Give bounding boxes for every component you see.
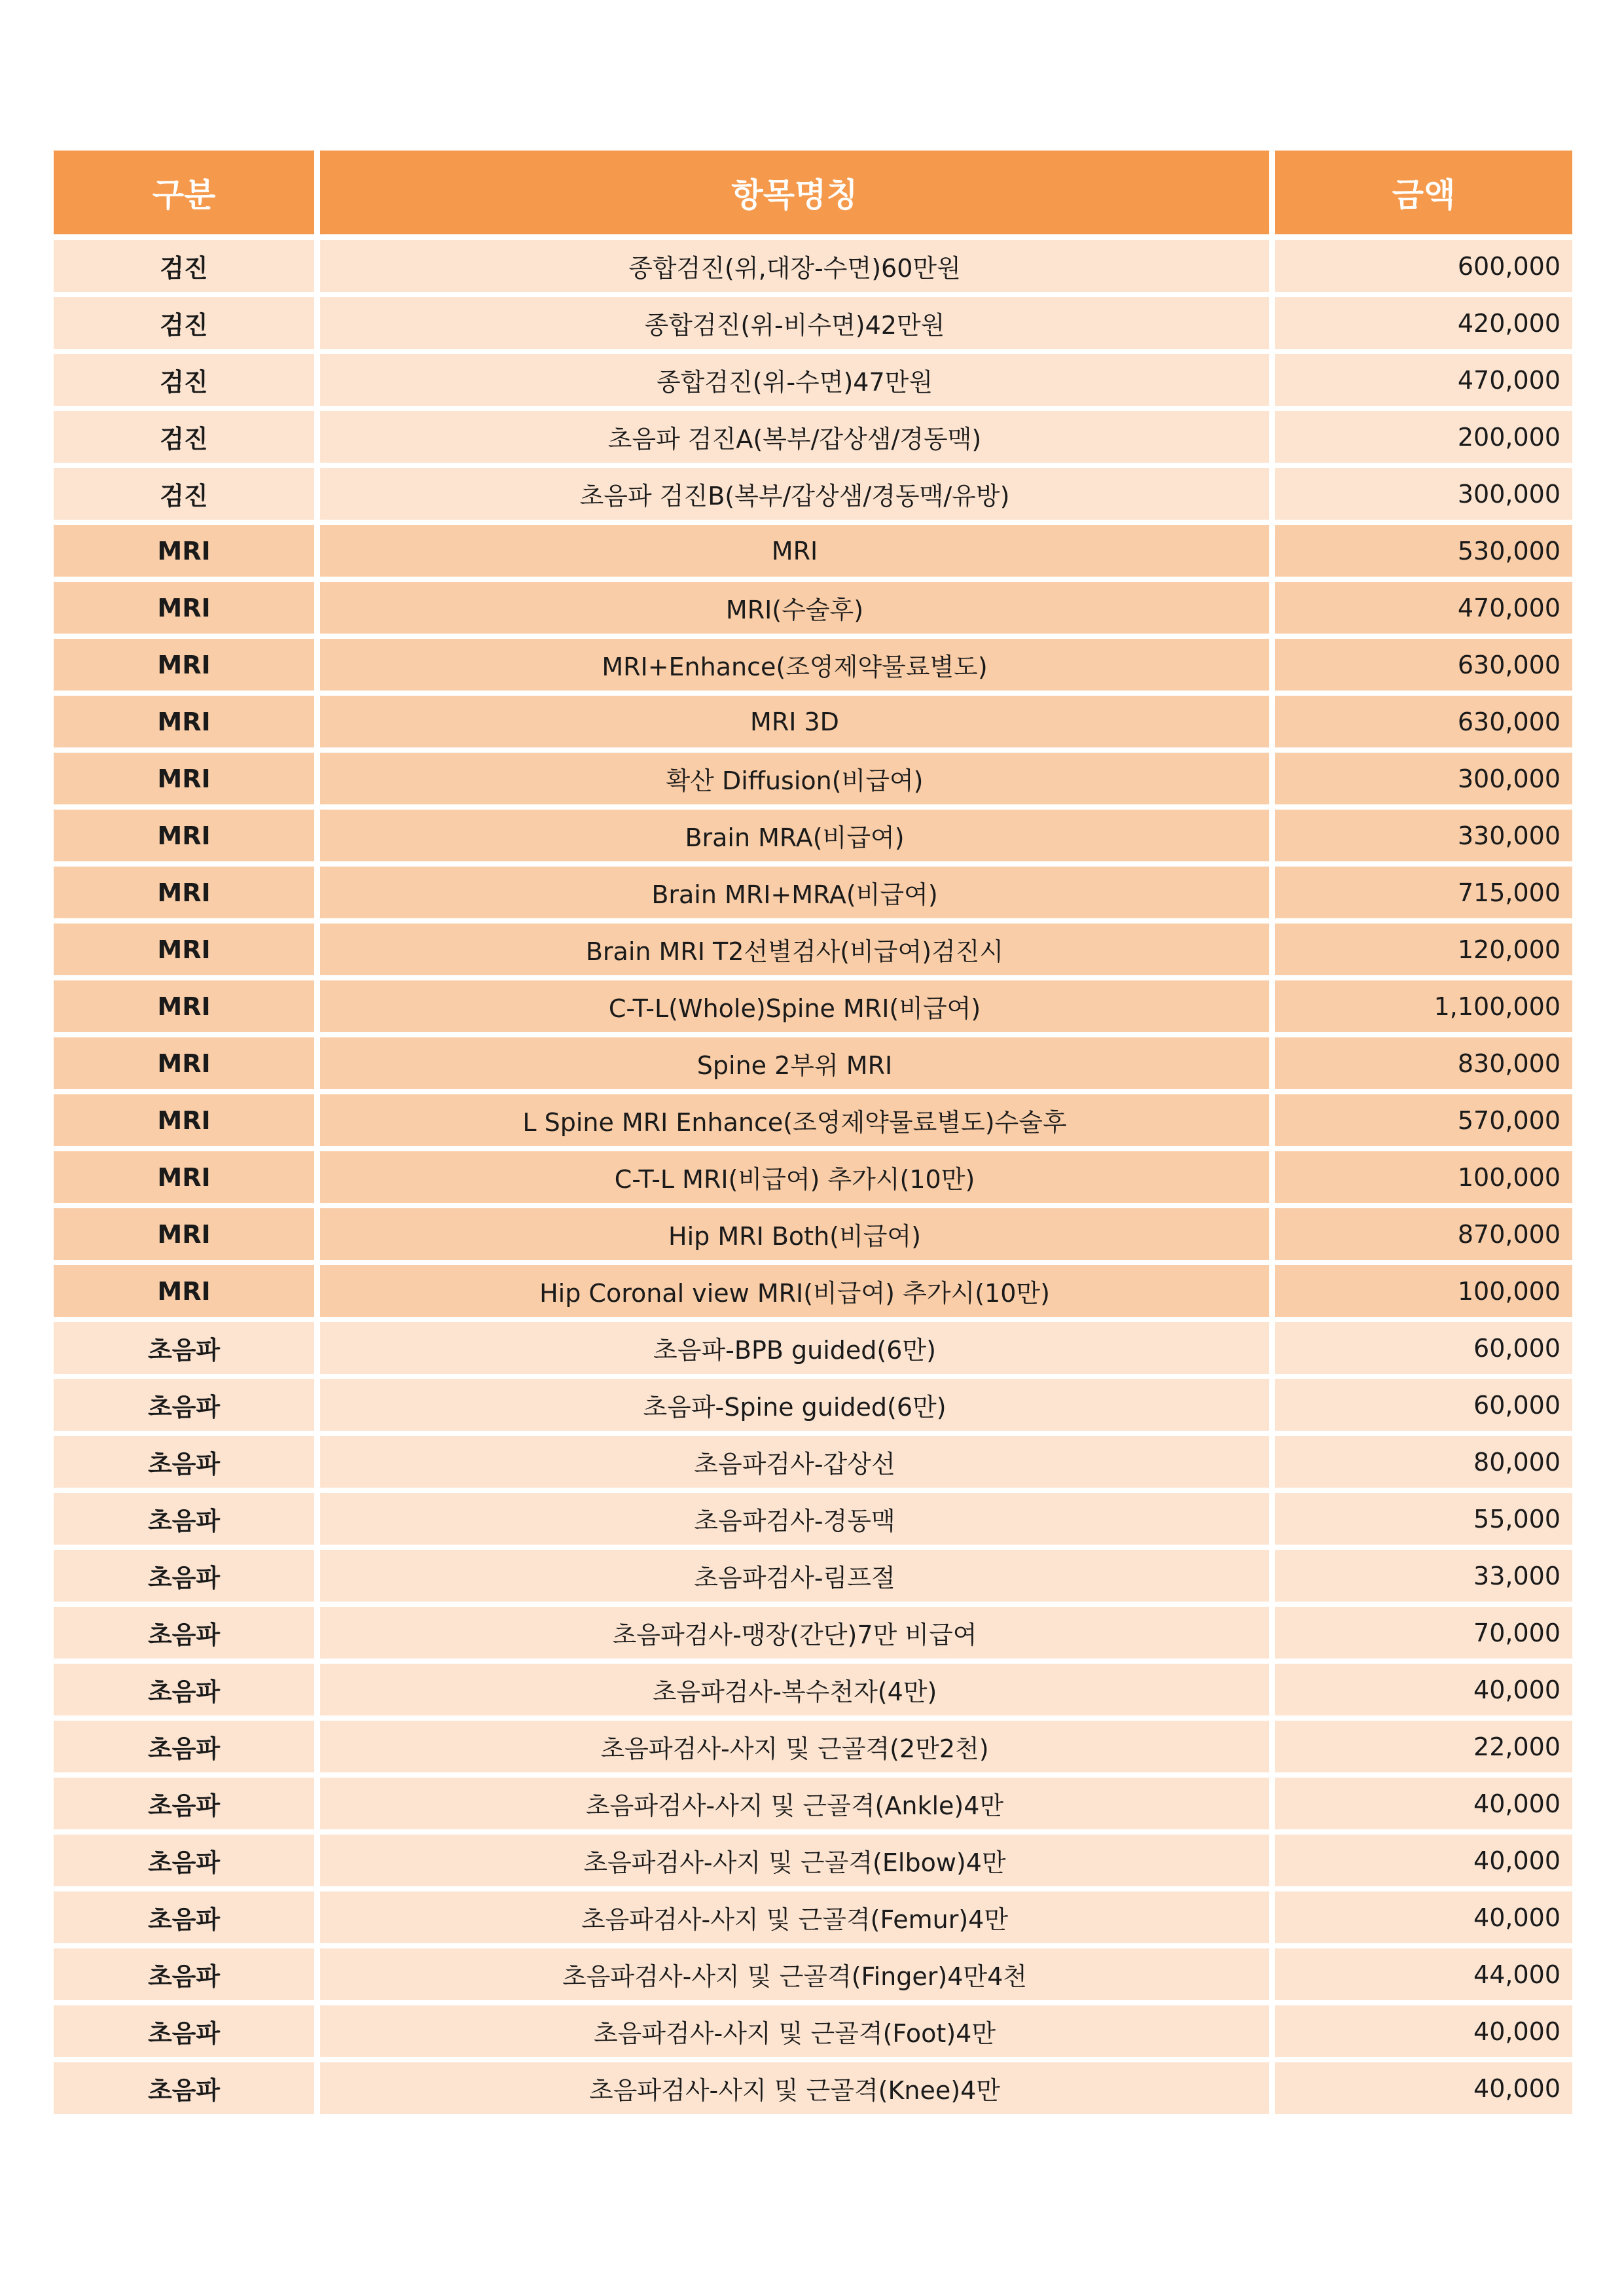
row-category: MRI xyxy=(54,696,320,753)
row-item-name: Brain MRI+MRA(비급여) xyxy=(320,867,1275,924)
row-item-name: 초음파검사-맹장(간단)7만 비급여 xyxy=(320,1607,1275,1664)
row-amount: 600,000 xyxy=(1275,240,1572,297)
table-row xyxy=(54,639,1572,696)
row-category: 검진 xyxy=(54,411,320,468)
row-amount: 40,000 xyxy=(1275,1664,1572,1721)
row-amount: 80,000 xyxy=(1275,1436,1572,1493)
table-row xyxy=(54,1778,1572,1835)
row-category: MRI xyxy=(54,582,320,639)
table-row xyxy=(54,1892,1572,1948)
row-category: MRI xyxy=(54,753,320,810)
table-row xyxy=(54,240,1572,297)
row-category: MRI xyxy=(54,1037,320,1094)
row-amount: 715,000 xyxy=(1275,867,1572,924)
row-category: 검진 xyxy=(54,240,320,297)
table-row xyxy=(54,1037,1572,1094)
table-row xyxy=(54,924,1572,980)
row-category: MRI xyxy=(54,810,320,867)
table-row xyxy=(54,1493,1572,1550)
row-amount: 100,000 xyxy=(1275,1151,1572,1208)
table-row xyxy=(54,1550,1572,1607)
row-category: 검진 xyxy=(54,354,320,411)
row-item-name: Hip MRI Both(비급여) xyxy=(320,1208,1275,1265)
table-body xyxy=(54,240,1572,2119)
row-item-name: 종합검진(위-수면)47만원 xyxy=(320,354,1275,411)
row-item-name: 초음파검사-사지 및 근골격(Knee)4만 xyxy=(320,2062,1275,2119)
row-item-name: 초음파-BPB guided(6만) xyxy=(320,1322,1275,1379)
row-amount: 70,000 xyxy=(1275,1607,1572,1664)
row-amount: 60,000 xyxy=(1275,1379,1572,1436)
row-amount: 630,000 xyxy=(1275,696,1572,753)
row-amount: 200,000 xyxy=(1275,411,1572,468)
table-row xyxy=(54,2062,1572,2119)
row-category: 초음파 xyxy=(54,2062,320,2119)
row-item-name: 초음파검사-갑상선 xyxy=(320,1436,1275,1493)
row-amount: 40,000 xyxy=(1275,2062,1572,2119)
table-row xyxy=(54,753,1572,810)
row-category: 초음파 xyxy=(54,1778,320,1835)
row-amount: 100,000 xyxy=(1275,1265,1572,1322)
row-item-name: 초음파검사-사지 및 근골격(Foot)4만 xyxy=(320,2005,1275,2062)
row-category: 검진 xyxy=(54,468,320,525)
table-row xyxy=(54,1436,1572,1493)
row-amount: 33,000 xyxy=(1275,1550,1572,1607)
table-row xyxy=(54,1721,1572,1778)
row-item-name: MRI 3D xyxy=(320,696,1275,753)
row-amount: 300,000 xyxy=(1275,468,1572,525)
row-category: 초음파 xyxy=(54,1436,320,1493)
row-amount: 530,000 xyxy=(1275,525,1572,582)
header-amount: 금액 xyxy=(1275,151,1572,240)
row-category: MRI xyxy=(54,525,320,582)
row-category: MRI xyxy=(54,1094,320,1151)
table-row xyxy=(54,525,1572,582)
table-row xyxy=(54,1322,1572,1379)
table-row xyxy=(54,1379,1572,1436)
table-row xyxy=(54,1607,1572,1664)
row-category: 초음파 xyxy=(54,1948,320,2005)
row-item-name: 초음파검사-사지 및 근골격(Femur)4만 xyxy=(320,1892,1275,1948)
row-amount: 300,000 xyxy=(1275,753,1572,810)
table-row xyxy=(54,1948,1572,2005)
row-amount: 570,000 xyxy=(1275,1094,1572,1151)
row-item-name: 종합검진(위-비수면)42만원 xyxy=(320,297,1275,354)
row-item-name: 초음파 검진B(복부/갑상샘/경동맥/유방) xyxy=(320,468,1275,525)
table-row xyxy=(54,696,1572,753)
table-row xyxy=(54,2005,1572,2062)
row-category: 초음파 xyxy=(54,1322,320,1379)
row-category: 초음파 xyxy=(54,1892,320,1948)
row-item-name: 초음파 검진A(복부/갑상샘/경동맥) xyxy=(320,411,1275,468)
table-row xyxy=(54,980,1572,1037)
table-row xyxy=(54,354,1572,411)
row-category: MRI xyxy=(54,867,320,924)
row-amount: 470,000 xyxy=(1275,582,1572,639)
table-row xyxy=(54,1151,1572,1208)
row-item-name: Spine 2부위 MRI xyxy=(320,1037,1275,1094)
row-category: MRI xyxy=(54,924,320,980)
row-category: MRI xyxy=(54,639,320,696)
row-amount: 420,000 xyxy=(1275,297,1572,354)
header-item-name: 항목명칭 xyxy=(320,151,1275,240)
row-item-name: 초음파-Spine guided(6만) xyxy=(320,1379,1275,1436)
row-amount: 470,000 xyxy=(1275,354,1572,411)
table-row xyxy=(54,297,1572,354)
table-row xyxy=(54,468,1572,525)
row-item-name: C-T-L(Whole)Spine MRI(비급여) xyxy=(320,980,1275,1037)
row-amount: 1,100,000 xyxy=(1275,980,1572,1037)
row-amount: 830,000 xyxy=(1275,1037,1572,1094)
row-amount: 55,000 xyxy=(1275,1493,1572,1550)
table-row xyxy=(54,810,1572,867)
row-item-name: 초음파검사-경동맥 xyxy=(320,1493,1275,1550)
row-item-name: 확산 Diffusion(비급여) xyxy=(320,753,1275,810)
row-item-name: Brain MRI T2선별검사(비급여)검진시 xyxy=(320,924,1275,980)
row-category: 초음파 xyxy=(54,1721,320,1778)
row-category: MRI xyxy=(54,1151,320,1208)
row-item-name: 초음파검사-복수천자(4만) xyxy=(320,1664,1275,1721)
header-row xyxy=(54,151,1572,240)
row-amount: 40,000 xyxy=(1275,1835,1572,1892)
table-row xyxy=(54,411,1572,468)
table-row xyxy=(54,1664,1572,1721)
table-header xyxy=(54,151,1572,240)
table-row xyxy=(54,1265,1572,1322)
table-row xyxy=(54,1094,1572,1151)
table-row xyxy=(54,1208,1572,1265)
row-item-name: MRI+Enhance(조영제약물료별도) xyxy=(320,639,1275,696)
row-amount: 22,000 xyxy=(1275,1721,1572,1778)
row-item-name: 종합검진(위,대장-수면)60만원 xyxy=(320,240,1275,297)
row-category: 초음파 xyxy=(54,1550,320,1607)
row-amount: 870,000 xyxy=(1275,1208,1572,1265)
row-category: MRI xyxy=(54,980,320,1037)
row-amount: 40,000 xyxy=(1275,1892,1572,1948)
row-amount: 60,000 xyxy=(1275,1322,1572,1379)
row-item-name: 초음파검사-사지 및 근골격(Elbow)4만 xyxy=(320,1835,1275,1892)
row-item-name: 초음파검사-사지 및 근골격(Ankle)4만 xyxy=(320,1778,1275,1835)
header-category: 구분 xyxy=(54,151,320,240)
row-item-name: 초음파검사-사지 및 근골격(Finger)4만4천 xyxy=(320,1948,1275,2005)
row-category: 초음파 xyxy=(54,1607,320,1664)
row-category: 초음파 xyxy=(54,2005,320,2062)
row-category: 초음파 xyxy=(54,1379,320,1436)
row-category: 검진 xyxy=(54,297,320,354)
row-category: 초음파 xyxy=(54,1493,320,1550)
row-amount: 40,000 xyxy=(1275,2005,1572,2062)
row-item-name: C-T-L MRI(비급여) 추가시(10만) xyxy=(320,1151,1275,1208)
row-item-name: Brain MRA(비급여) xyxy=(320,810,1275,867)
row-category: 초음파 xyxy=(54,1835,320,1892)
row-category: MRI xyxy=(54,1208,320,1265)
row-amount: 44,000 xyxy=(1275,1948,1572,2005)
row-item-name: 초음파검사-림프절 xyxy=(320,1550,1275,1607)
table-row xyxy=(54,867,1572,924)
row-category: MRI xyxy=(54,1265,320,1322)
row-amount: 330,000 xyxy=(1275,810,1572,867)
row-item-name: L Spine MRI Enhance(조영제약물료별도)수술후 xyxy=(320,1094,1275,1151)
row-item-name: MRI xyxy=(320,525,1275,582)
price-table xyxy=(54,151,1572,2119)
row-category: 초음파 xyxy=(54,1664,320,1721)
row-item-name: Hip Coronal view MRI(비급여) 추가시(10만) xyxy=(320,1265,1275,1322)
row-item-name: 초음파검사-사지 및 근골격(2만2천) xyxy=(320,1721,1275,1778)
row-item-name: MRI(수술후) xyxy=(320,582,1275,639)
table-row xyxy=(54,582,1572,639)
row-amount: 40,000 xyxy=(1275,1778,1572,1835)
row-amount: 120,000 xyxy=(1275,924,1572,980)
row-amount: 630,000 xyxy=(1275,639,1572,696)
table-row xyxy=(54,1835,1572,1892)
